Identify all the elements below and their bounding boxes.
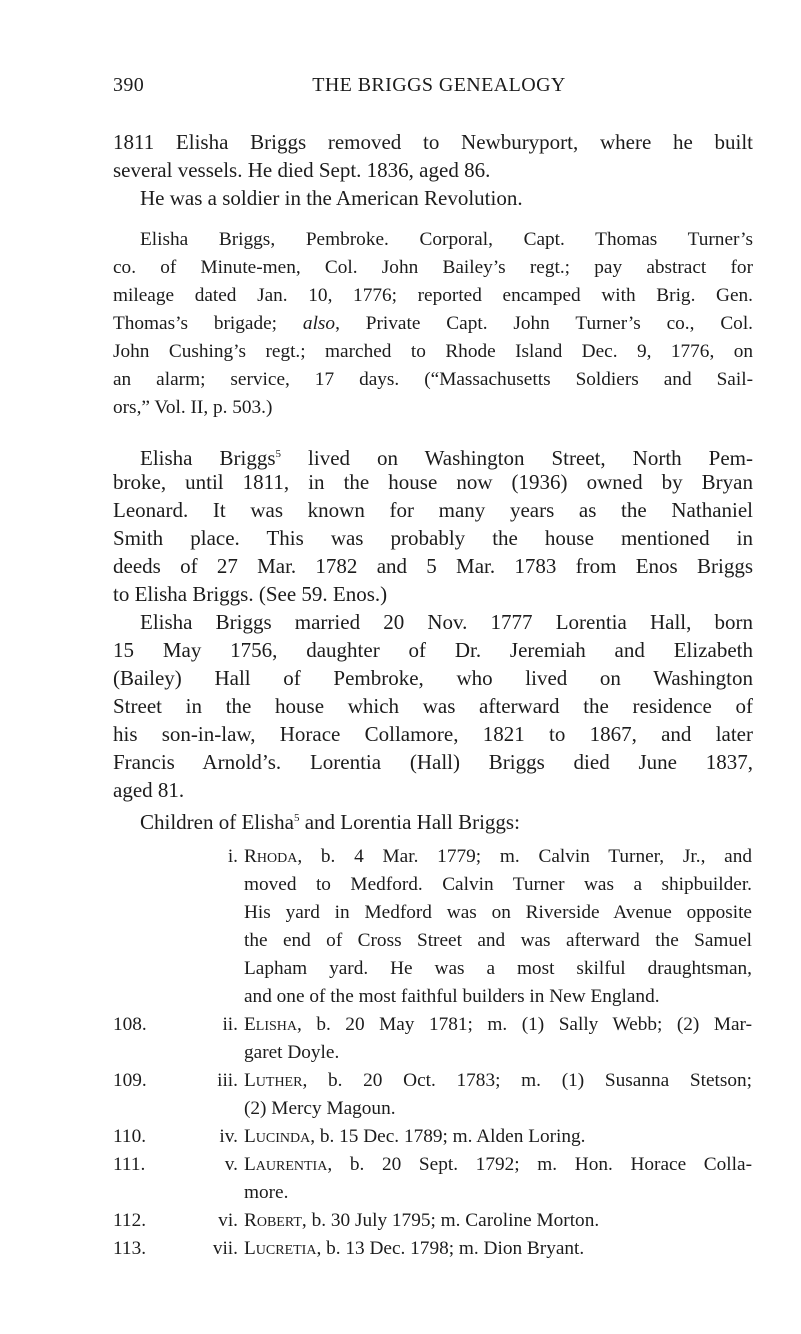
entry-number: 109. <box>113 1070 147 1091</box>
text-line: co. of Minute-men, Col. John Bailey’s regt.; pay abstract for <box>113 257 753 278</box>
roman-numeral: vi. <box>218 1210 238 1231</box>
roman-numeral: iv. <box>219 1126 238 1147</box>
page-number: 390 <box>113 74 145 96</box>
entry-number: 112. <box>113 1210 147 1231</box>
text-line: Francis Arnold’s. Lorentia (Hall) Briggs died June 1837, <box>113 750 753 774</box>
text-line: an alarm; service, 17 days. (“Massachusetts Soldiers and Sail- <box>113 369 753 390</box>
text-line: Elisha Briggs married 20 Nov. 1777 Lorentia Hall, born <box>140 610 753 634</box>
text-line: to Elisha Briggs. (See 59. Enos.) <box>113 582 388 606</box>
text-line: Thomas’s brigade; also, Private Capt. John Turner’s co., Col. <box>113 313 753 334</box>
page-title: THE BRIGGS GENEALOGY <box>312 74 566 96</box>
children-heading: Children of Elisha$^5$ and Lorentia Hall Briggs: <box>140 810 520 834</box>
entry-number: 111. <box>113 1154 146 1175</box>
text-line: 1811 Elisha Briggs removed to Newburyport, where he built <box>113 130 753 154</box>
entry-line: His yard in Medford was on Riverside Avenue opposite <box>244 902 752 923</box>
text-line: broke, until 1811, in the house now (1936) owned by Bryan <box>113 470 753 494</box>
text-line: Street in the house which was afterward the residence of <box>113 694 753 718</box>
text-line: Smith place. This was probably the house mentioned in <box>113 526 753 550</box>
entry-line: Laurentia, b. 20 Sept. 1792; m. Hon. Horace Colla- <box>244 1154 752 1175</box>
entry-number: 108. <box>113 1014 147 1035</box>
entry-line: Lucretia, b. 13 Dec. 1798; m. Dion Bryant. <box>244 1238 585 1259</box>
text-line: deeds of 27 Mar. 1782 and 5 Mar. 1783 from Enos Briggs <box>113 554 753 578</box>
text-line: mileage dated Jan. 10, 1776; reported encamped with Brig. Gen. <box>113 285 753 306</box>
entry-line: garet Doyle. <box>244 1042 340 1063</box>
entry-line: and one of the most faithful builders in New England. <box>244 986 660 1007</box>
roman-numeral: iii. <box>217 1070 238 1091</box>
entry-line: Robert, b. 30 July 1795; m. Caroline Morton. <box>244 1210 600 1231</box>
text-line: (Bailey) Hall of Pembroke, who lived on Washington <box>113 666 753 690</box>
roman-numeral: vii. <box>212 1238 238 1259</box>
text-line: Elisha Briggs$^5$ lived on Washington Street, North Pem- <box>140 446 754 470</box>
entry-line: Lucinda, b. 15 Dec. 1789; m. Alden Loring. <box>244 1126 586 1147</box>
entry-line: more. <box>244 1182 289 1203</box>
roman-numeral: ii. <box>222 1014 238 1035</box>
entry-line: Lapham yard. He was a most skilful draughtsman, <box>244 958 752 979</box>
text-line: Leonard. It was known for many years as the Nathaniel <box>113 498 753 522</box>
entry-line: Elisha, b. 20 May 1781; m. (1) Sally Webb; (2) Mar- <box>244 1014 752 1035</box>
text-line: his son-in-law, Horace Collamore, 1821 to 1867, and later <box>113 722 753 746</box>
text-line: Elisha Briggs, Pembroke. Corporal, Capt. Thomas Turner’s <box>140 229 753 250</box>
entry-line: Luther, b. 20 Oct. 1783; m. (1) Susanna Stetson; <box>244 1070 752 1091</box>
text-line: 15 May 1756, daughter of Dr. Jeremiah and Elizabeth <box>113 638 753 662</box>
entry-number: 113. <box>113 1238 147 1259</box>
running-header <box>113 74 753 104</box>
text-line: aged 81. <box>113 778 185 802</box>
roman-numeral: v. <box>224 1154 238 1175</box>
entry-line: (2) Mercy Magoun. <box>244 1098 396 1119</box>
text-line: John Cushing’s regt.; marched to Rhode Island Dec. 9, 1776, on <box>113 341 753 362</box>
text-line: several vessels. He died Sept. 1836, aged 86. <box>113 158 491 182</box>
text-line: He was a soldier in the American Revolution. <box>140 186 523 210</box>
entry-line: moved to Medford. Calvin Turner was a shipbuilder. <box>244 874 752 895</box>
entry-line: the end of Cross Street and was afterward the Samuel <box>244 930 752 951</box>
entry-line: Rhoda, b. 4 Mar. 1779; m. Calvin Turner, Jr., and <box>244 846 752 867</box>
roman-numeral: i. <box>227 846 238 867</box>
entry-number: 110. <box>113 1126 147 1147</box>
text-line: ors,” Vol. II, p. 503.) <box>113 397 273 418</box>
